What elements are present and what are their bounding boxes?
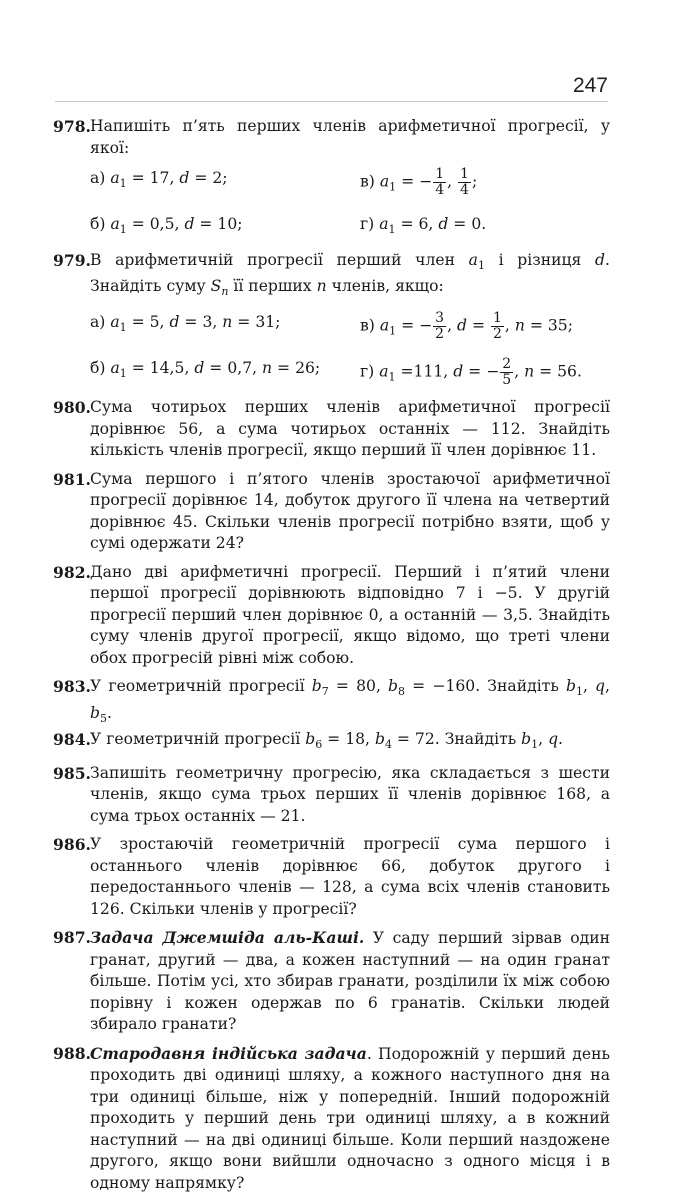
problem-text: Напишіть п’ять перших членів арифметичної прогресії, у якої: [90,117,610,157]
problem-984 [53,729,610,756]
problem-979 [53,250,610,394]
problems-list [53,116,610,1194]
option-a: а) $a_1 = 17$, d = 2; [90,169,228,191]
option-g: г) $a_1 = 6$, d = 0. [360,214,487,236]
fraction: $\frac{2}{5}$ [502,355,512,388]
page-number: 247 [572,74,608,97]
problem-title: Задача Джемшіда аль-Каші. [90,928,365,948]
option-a: а) $a_1 = 5$, d = 3, n = 31; [90,312,281,335]
fraction: $\frac{3}{2}$ [435,309,445,342]
problem-text: Стародавня індійська задача. Подорожній у перший день проходить дві одиниці шляху, а кожного наступного дня на три одиниці більше, ніж у попередній. Інший подорожній проходить у перший день три одиниці шляху, а в кожний наступний — на дві одиниці більше. Коли перший наздожене другого, якщо вони вийшли одночасно з одного місця і в одному напрямку? [90,1043,610,1192]
problem-options [90,159,610,247]
problem-text: Запишіть геометричну прогресію, яка складається з шести членів, якщо сума трьох перших її членів дорівнює 168, а сума трьох останніх — 21. [90,763,610,825]
problem-number: 979. [53,250,91,270]
problem-number: 980. [53,398,91,418]
problem-number: 983. [53,677,91,697]
problem-text: Сума першого і п’ятого членів зростаючої арифметичної прогресії дорівнює 14, добуток другого її члена на четвертий дорівнює 45. Скільки членів прогресії потрібно взяти, щоб у сумі одержати 24? [90,469,610,553]
problem-text: Сума чотирьох перших членів арифметичної прогресії дорівнює 56, а сума чотирьох останніх — 112. Знайдіть кількість членів прогресії, якщо перший її член дорівнює 11. [90,398,610,460]
problem-number: 984. [53,730,91,750]
option-g: г) $a_1 =111$, d = − $\frac{2}{5}$ , n = 56. [360,355,582,388]
problem-986 [53,834,610,920]
problem-title: Стародавня індійська задача [90,1043,367,1063]
problem-number: 981. [53,469,91,489]
fraction: $\frac{1}{4}$ [435,166,445,198]
problem-982 [53,562,610,670]
problem-985 [53,763,610,828]
option-b: б) $a_1 = 0,5$, d = 10; [90,214,243,236]
problem-number: 982. [53,562,91,582]
problem-text: У геометричній прогресії $b_7 = 80$, $b_8 = -160$. Знайдіть $b_1$, q, $b_5$. [90,677,610,725]
problem-number: 986. [53,835,91,855]
problem-text: В арифметичній прогресії перший член $a_1$ і різниця d. Знайдіть суму $S_n$ її перших n членів, якщо: [90,250,610,299]
problem-980 [53,397,610,462]
problem-number: 978. [53,117,91,136]
problem-981 [53,469,610,555]
fraction: $\frac{1}{4}$ [460,166,469,198]
problem-options [90,303,610,394]
problem-number: 987. [53,928,91,948]
option-v: в) $a_1$ = − $\frac{3}{2}$ , d = $\frac{1}{2}$ , n = 35; [360,309,573,342]
problem-text: У зростаючій геометричній прогресії сума першого і останнього членів дорівнює 66, добуток другого і передостаннього членів — 128, а сума всіх членів становить 126. Скільки членів у прогресії? [90,835,610,918]
problem-number: 985. [53,763,91,783]
header-rule [55,101,608,102]
problem-987 [53,927,610,1036]
problem-number: 988. [53,1043,91,1063]
problem-text: Дано дві арифметичні прогресії. Перший і п’ятий члени першої прогресії дорівнюють відповідно 7 і −5. У другій прогресії перший член дорівнює 0, а останній — 3,5. Знайдіть суму членів другої прогресії, якщо відомо, що треті члени обох прогресій рівні між собою. [90,562,610,667]
problem-text: У геометричній прогресії $b_6 = 18$, $b_4 = 72$. Знайдіть $b_1$, q. [90,730,564,752]
option-b: б) $a_1 = 14,5$, d = 0,7, n = 26; [90,358,321,380]
option-v: в) $a_1$ = − $\frac{1}{4}$ , $\frac{1}{4}$ ; [360,166,478,198]
problem-983 [53,676,610,729]
fraction: $\frac{1}{2}$ [492,309,502,342]
problem-988 [53,1043,610,1194]
problem-978 [53,116,610,247]
problem-text: Задача Джемшіда аль-Каші. У саду перший зірвав один гранат, другий — два, а кожен наступний — на один гранат більше. Потім усі, хто збирав гранати, розділили їх між собою порівну і кожен одержав по 6 гранатів. Скільки людей збирало гранати? [90,928,611,1034]
